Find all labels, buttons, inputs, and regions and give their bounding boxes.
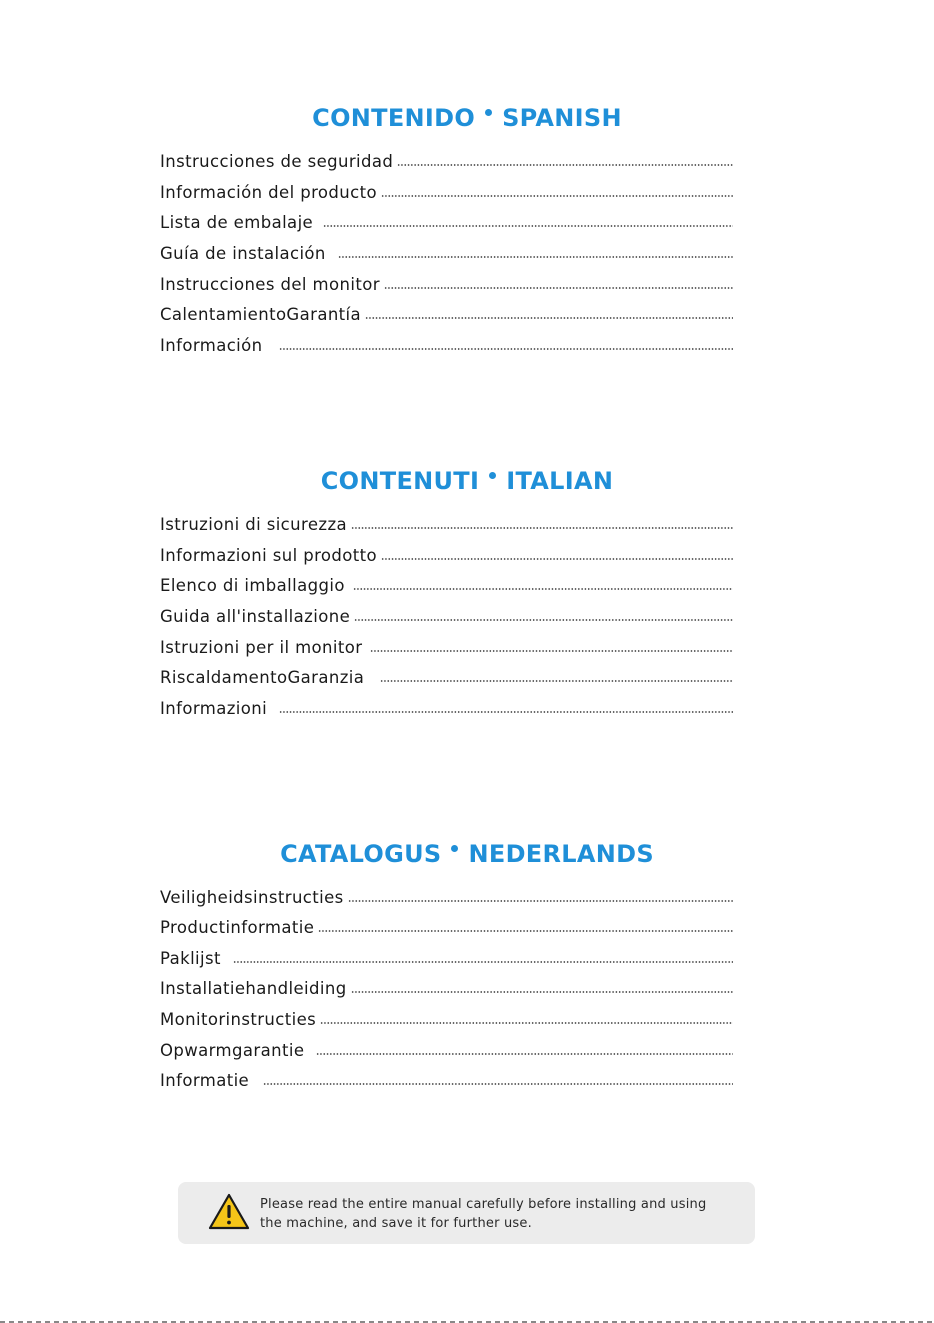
toc-item[interactable]: Istruzioni per il monitor — [160, 636, 733, 658]
dot-leader — [384, 286, 733, 290]
dot-leader — [381, 557, 733, 561]
toc-item[interactable]: Instrucciones de seguridad — [160, 150, 733, 172]
dot-leader — [279, 710, 733, 714]
dot-leader — [380, 679, 733, 683]
notice-text — [260, 1195, 750, 1233]
toc-item[interactable]: Lista de embalaje — [160, 211, 733, 233]
section-title-left: CONTENUTI — [320, 467, 480, 495]
dot-leader — [318, 929, 733, 933]
dot-leader — [381, 194, 733, 198]
toc-item[interactable]: Elenco di imballaggio — [160, 574, 733, 596]
dot-leader — [348, 899, 733, 903]
dot-leader — [397, 163, 733, 167]
dot-leader — [365, 316, 733, 320]
toc-item[interactable]: Istruzioni di sicurezza — [160, 513, 733, 535]
warning-triangle-icon — [208, 1193, 250, 1231]
section-title-right: ITALIAN — [506, 467, 614, 495]
dot-leader — [354, 618, 733, 622]
notice-line-1: Please read the entire manual carefully before installing and using — [260, 1197, 707, 1212]
toc-item[interactable]: Installatiehandleiding — [160, 977, 733, 999]
notice-line-2: the machine, and save it for further use. — [260, 1216, 532, 1231]
title-separator-dot — [489, 472, 496, 479]
section-title-italian — [0, 467, 934, 495]
dot-leader — [263, 1082, 733, 1086]
toc-item[interactable]: Informatie — [160, 1069, 733, 1091]
toc-item[interactable]: Veiligheidsinstructies — [160, 886, 733, 908]
dot-leader — [233, 960, 733, 964]
warning-notice — [178, 1182, 755, 1244]
toc-item[interactable]: Opwarmgarantie — [160, 1039, 733, 1061]
toc-item[interactable]: Información del producto — [160, 181, 733, 203]
section-title-spanish — [0, 104, 934, 132]
toc-item[interactable]: Guida all'installazione — [160, 605, 733, 627]
section-title-left: CONTENIDO — [312, 104, 476, 132]
section-title-right: SPANISH — [502, 104, 622, 132]
toc-item[interactable]: Informazioni sul prodotto — [160, 544, 733, 566]
toc-item[interactable]: CalentamientoGarantía — [160, 303, 733, 325]
dot-leader — [316, 1052, 733, 1056]
toc-item[interactable]: Información — [160, 334, 733, 356]
dot-leader — [351, 526, 733, 530]
toc-item[interactable]: Paklijst — [160, 947, 733, 969]
dot-leader — [338, 255, 733, 259]
toc-item[interactable]: Productinformatie — [160, 916, 733, 938]
section-title-nederlands — [0, 840, 934, 868]
dot-leader — [370, 649, 733, 653]
title-separator-dot — [485, 109, 492, 116]
dot-leader — [351, 990, 733, 994]
toc-item[interactable]: Informazioni — [160, 697, 733, 719]
section-title-right: NEDERLANDS — [468, 840, 654, 868]
dot-leader — [323, 224, 733, 228]
dot-leader — [353, 587, 733, 591]
dot-leader — [320, 1021, 733, 1025]
section-title-left: CATALOGUS — [280, 840, 442, 868]
dot-leader — [279, 347, 733, 351]
toc-item[interactable]: Guía de instalación — [160, 242, 733, 264]
title-separator-dot — [451, 845, 458, 852]
toc-item[interactable]: Instrucciones del monitor — [160, 273, 733, 295]
toc-item[interactable]: RiscaldamentoGaranzia — [160, 666, 733, 688]
toc-item[interactable]: Monitorinstructies — [160, 1008, 733, 1030]
